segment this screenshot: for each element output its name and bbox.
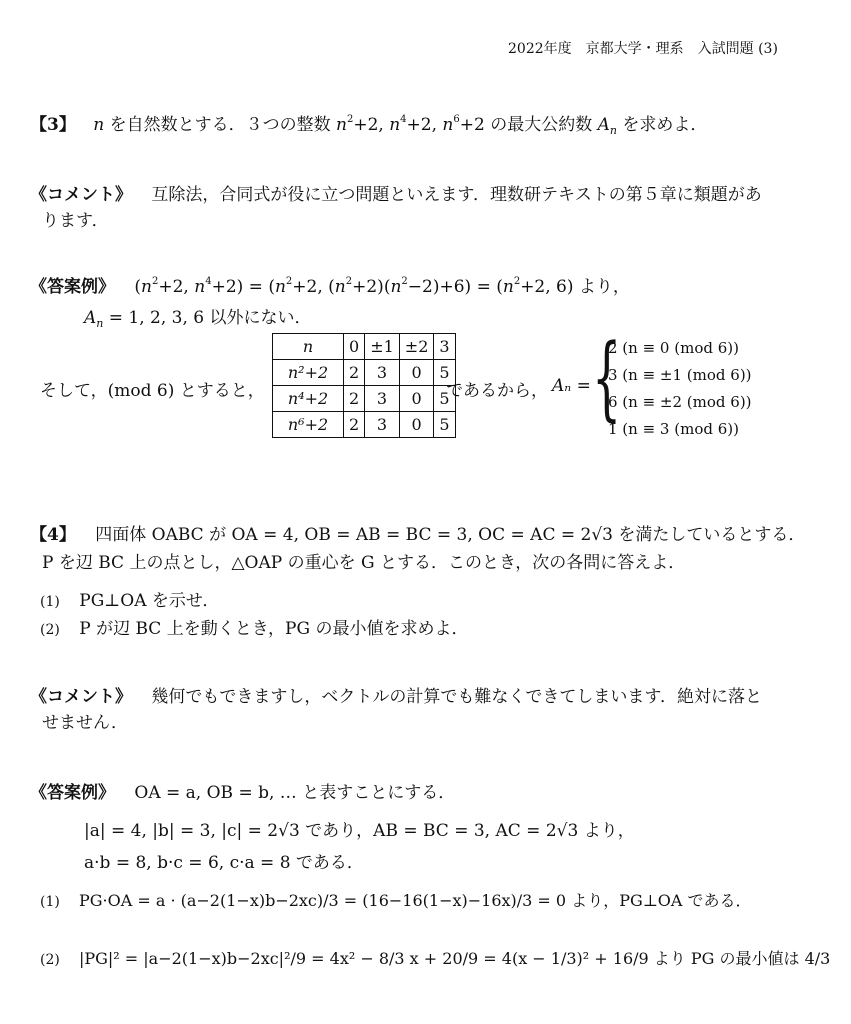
answer-3-label: 《答案例》 [30,277,115,297]
question-2-number: (2) [40,622,60,638]
table-cell: n⁴+2 [273,386,344,412]
comment-4 [30,682,762,707]
comment-4-label: 《コメント》 [30,687,132,707]
problem-4 [30,520,805,545]
table-row [273,412,456,438]
table-cell: 3 [365,412,400,438]
answer-3-after: であるから， [446,381,548,401]
page-header: 2022年度 京都大学・理系 入試問題 (3) [508,41,778,57]
comment-3-line2: ります． [42,211,109,231]
mod-table [272,333,456,438]
problem-4-line1: 四面体 OABC が OA = 4, OB = AB = BC = 3, OC = AC = 2√3 を満たしているとする． [95,525,806,545]
comment-3-line1: 互除法，合同式が役に立つ問題といえます．理数研テキストの第５章に類題があ [151,185,762,205]
table-row [273,360,456,386]
case-item: 3 (n ≡ ±1 (mod 6)) [608,366,752,384]
answer-3-intro: そして，(mod 6) とすると， [40,381,265,401]
question-1-text: PG⊥OA を示せ． [79,591,220,611]
comment-4-line2: せません． [42,713,129,733]
table-cell: 3 [365,386,400,412]
table-cell: 2 [344,412,365,438]
table-cell: ±2 [399,334,434,360]
answer-4-line3: a·b = 8, b·c = 6, c·a = 8 である． [84,853,364,873]
solution-1-text: PG·OA = a · (a−2(1−x)b−2xc)/3 = (16−16(1−x)−16x)/3 = 0 より，PG⊥OA である． [78,891,752,910]
mod-table-header [273,334,456,360]
problem-4-label: 【4】 [30,525,76,545]
problem-4-line2: P を辺 BC 上の点とし，△OAP の重心を G とする．このとき，次の各問に答えよ． [42,553,686,573]
solution-1-number: (1) [40,894,60,910]
table-cell: 5 [434,360,455,386]
answer-3-line2: $A_n = 1$, 2, 3, 6 以外にない． [84,308,312,330]
case-item: 2 (n ≡ 0 (mod 6)) [608,339,739,357]
comment-3 [30,180,762,205]
comment-4-line1: 幾何でもできますし，ベクトルの計算でも難なくできてしまいます．絶対に落と [151,687,763,707]
answer-4 [30,778,455,803]
answer-4-line2: |a| = 4, |b| = 3, |c| = 2√3 であり，AB = BC = 3, AC = 2√3 より， [84,821,635,841]
table-cell: 2 [344,386,365,412]
answer-3-an: Aₙ = [552,376,591,396]
answer-3-line1: ($n^2+2$, $n^4+2) = (n^2+2$, $(n^2+2)(n^2-2)+6) = (n^2+2$, 6) より， [134,276,630,297]
solution-2 [40,946,830,969]
solution-1 [40,888,752,911]
problem-3 [30,110,707,135]
question-2-text: P が辺 BC 上を動くとき，PG の最小値を求めよ． [79,619,469,639]
question-1 [40,586,219,611]
answer-3 [30,272,630,297]
solution-2-text: |PG|² = |a−2(1−x)b−2xc|²/9 = 4x² − 8/3 x + 20/9 = 4(x − 1/3)² + 16/9 より PG の最小値は 4/3 [78,949,831,968]
table-cell: n⁶+2 [273,412,344,438]
table-cell: 2 [344,360,365,386]
cases-list [608,335,752,443]
case-item: 6 (n ≡ ±2 (mod 6)) [608,393,752,411]
case-item: 1 (n ≡ 3 (mod 6)) [608,420,739,438]
table-cell: 5 [434,386,455,412]
table-cell: 3 [434,334,455,360]
table-cell: n [273,334,344,360]
table-row [273,386,456,412]
table-cell: 0 [344,334,365,360]
answer-4-line1: OA = a, OB = b, … と表すことにする． [134,783,456,803]
left-brace-icon: { [592,324,622,431]
problem-3-text: n を自然数とする．３つの整数 $n^2+2$, $n^4+2$, $n^6+2$ の最大公約数 $A_n$ を求めよ． [93,114,708,137]
table-cell: 0 [399,386,434,412]
comment-3-label: 《コメント》 [30,185,132,205]
table-cell: 0 [399,360,434,386]
problem-3-label: 【3】 [30,115,76,135]
table-cell: 5 [434,412,455,438]
solution-2-number: (2) [40,952,60,968]
table-cell: 0 [399,412,434,438]
question-2 [40,614,468,639]
answer-4-label: 《答案例》 [30,783,115,803]
table-cell: ±1 [365,334,400,360]
question-1-number: (1) [40,594,60,610]
table-cell: 3 [365,360,400,386]
table-cell: n²+2 [273,360,344,386]
